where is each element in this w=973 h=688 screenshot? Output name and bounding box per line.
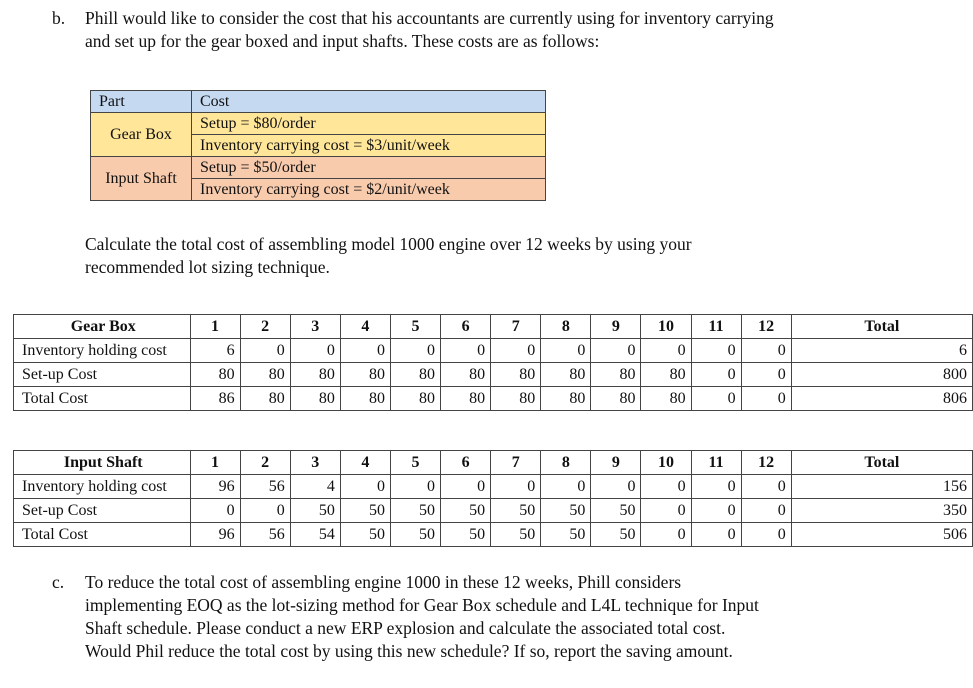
cell: 0	[741, 387, 791, 411]
cell: 80	[641, 387, 691, 411]
cell: 50	[491, 499, 541, 523]
cell: 0	[691, 339, 741, 363]
cell: 80	[541, 363, 591, 387]
cell: 50	[441, 499, 491, 523]
part-c-line: To reduce the total cost of assembling engine 1000 in these 12 weeks, Phill considers	[85, 572, 682, 592]
cell: 0	[741, 499, 791, 523]
cell: 0	[741, 339, 791, 363]
part-c-line: implementing EOQ as the lot-sizing method for Gear Box schedule and L4L technique for Input	[85, 595, 759, 615]
cell: 0	[441, 475, 491, 499]
week-header: 8	[541, 451, 591, 475]
cost-table	[90, 90, 546, 201]
gear-box-carrying: Inventory carrying cost = $3/unit/week	[192, 135, 546, 157]
cell: 80	[240, 387, 290, 411]
input-shaft-setup-row	[91, 157, 546, 179]
cell: 0	[240, 339, 290, 363]
part-c-text	[85, 571, 759, 663]
cost-header: Cost	[192, 91, 546, 113]
cell: 0	[491, 475, 541, 499]
week-header: 9	[591, 315, 641, 339]
part-b-intro	[85, 7, 774, 53]
row-total: 506	[791, 523, 972, 547]
question-line: recommended lot sizing technique.	[85, 257, 330, 277]
cell: 80	[290, 363, 340, 387]
cell: 80	[390, 387, 440, 411]
cell: 0	[190, 499, 240, 523]
cell: 80	[190, 363, 240, 387]
row-label: Total Cost	[14, 387, 191, 411]
cell: 86	[190, 387, 240, 411]
table-header-row	[14, 315, 973, 339]
part-c-line: Would Phil reduce the total cost by using this new schedule? If so, report the saving amount.	[85, 641, 733, 661]
gear-box-cost-table	[13, 314, 973, 411]
cell: 80	[240, 363, 290, 387]
week-header: 1	[190, 315, 240, 339]
cell: 0	[641, 339, 691, 363]
week-header: 6	[441, 315, 491, 339]
cell: 0	[491, 339, 541, 363]
week-header: 4	[340, 315, 390, 339]
cell: 80	[591, 387, 641, 411]
table-title: Gear Box	[14, 315, 191, 339]
week-header: 6	[441, 451, 491, 475]
input-shaft-cost-table	[13, 450, 973, 547]
cell: 0	[340, 339, 390, 363]
intro-line: and set up for the gear boxed and input shafts. These costs are as follows:	[85, 31, 600, 51]
row-total: 800	[791, 363, 972, 387]
cell: 54	[290, 523, 340, 547]
cell: 0	[641, 523, 691, 547]
gear-box-setup: Setup = $80/order	[192, 113, 546, 135]
cell: 50	[340, 523, 390, 547]
cell: 0	[691, 523, 741, 547]
input-shaft-setup: Setup = $50/order	[192, 157, 546, 179]
table-header-row	[14, 451, 973, 475]
cell: 50	[390, 499, 440, 523]
week-header: 3	[290, 315, 340, 339]
cell: 0	[541, 475, 591, 499]
cell: 80	[491, 387, 541, 411]
cell: 80	[441, 363, 491, 387]
row-total: 6	[791, 339, 972, 363]
week-header: 7	[491, 451, 541, 475]
cell: 0	[691, 499, 741, 523]
input-shaft-part: Input Shaft	[91, 157, 192, 201]
week-header: 4	[340, 451, 390, 475]
row-total: 350	[791, 499, 972, 523]
cell: 0	[691, 387, 741, 411]
cell: 80	[641, 363, 691, 387]
cell: 50	[340, 499, 390, 523]
week-header: 5	[390, 451, 440, 475]
row-label: Set-up Cost	[14, 499, 191, 523]
week-header: 9	[591, 451, 641, 475]
cell: 50	[290, 499, 340, 523]
cell: 50	[541, 523, 591, 547]
cost-table-header	[91, 91, 546, 113]
row-total: 806	[791, 387, 972, 411]
cell: 80	[340, 363, 390, 387]
table-row	[14, 475, 973, 499]
table-row	[14, 523, 973, 547]
cell: 0	[290, 339, 340, 363]
cell: 50	[491, 523, 541, 547]
week-header: 10	[641, 451, 691, 475]
gear-box-setup-row	[91, 113, 546, 135]
cell: 50	[541, 499, 591, 523]
cell: 0	[741, 523, 791, 547]
cell: 0	[240, 499, 290, 523]
week-header: 11	[691, 451, 741, 475]
cell: 80	[441, 387, 491, 411]
intro-line: Phill would like to consider the cost that his accountants are currently using for inventory carrying	[85, 8, 774, 28]
cell: 0	[441, 339, 491, 363]
cell: 50	[390, 523, 440, 547]
cell: 0	[390, 339, 440, 363]
total-header: Total	[791, 451, 972, 475]
cell: 0	[691, 475, 741, 499]
cell: 0	[340, 475, 390, 499]
cell: 0	[541, 339, 591, 363]
week-header: 11	[691, 315, 741, 339]
cell: 56	[240, 523, 290, 547]
week-header: 8	[541, 315, 591, 339]
cell: 96	[190, 475, 240, 499]
part-b-marker: b.	[52, 8, 66, 28]
week-header: 12	[741, 451, 791, 475]
row-label: Total Cost	[14, 523, 191, 547]
total-header: Total	[791, 315, 972, 339]
cell: 0	[390, 475, 440, 499]
table-title: Input Shaft	[14, 451, 191, 475]
cell: 0	[591, 475, 641, 499]
cell: 4	[290, 475, 340, 499]
table-row	[14, 387, 973, 411]
cell: 80	[290, 387, 340, 411]
cell: 0	[741, 475, 791, 499]
week-header: 2	[240, 451, 290, 475]
week-header: 12	[741, 315, 791, 339]
cell: 80	[491, 363, 541, 387]
cell: 0	[741, 363, 791, 387]
cell: 80	[591, 363, 641, 387]
part-c-line: Shaft schedule. Please conduct a new ERP explosion and calculate the associated total cost.	[85, 618, 726, 638]
cell: 50	[591, 499, 641, 523]
cell: 0	[691, 363, 741, 387]
week-header: 10	[641, 315, 691, 339]
table-row	[14, 499, 973, 523]
cell: 96	[190, 523, 240, 547]
question-line: Calculate the total cost of assembling model 1000 engine over 12 weeks by using your	[85, 234, 692, 254]
week-header: 1	[190, 451, 240, 475]
week-header: 3	[290, 451, 340, 475]
cell: 0	[641, 475, 691, 499]
row-total: 156	[791, 475, 972, 499]
cell: 80	[340, 387, 390, 411]
cell: 6	[190, 339, 240, 363]
part-header: Part	[91, 91, 192, 113]
row-label: Inventory holding cost	[14, 475, 191, 499]
gear-box-part: Gear Box	[91, 113, 192, 157]
cell: 50	[591, 523, 641, 547]
cell: 80	[541, 387, 591, 411]
cell: 0	[591, 339, 641, 363]
input-shaft-carrying: Inventory carrying cost = $2/unit/week	[192, 179, 546, 201]
row-label: Set-up Cost	[14, 363, 191, 387]
table-row	[14, 339, 973, 363]
cell: 80	[390, 363, 440, 387]
week-header: 7	[491, 315, 541, 339]
cell: 50	[441, 523, 491, 547]
row-label: Inventory holding cost	[14, 339, 191, 363]
part-b-question	[85, 233, 692, 279]
week-header: 2	[240, 315, 290, 339]
cell: 56	[240, 475, 290, 499]
cell: 0	[641, 499, 691, 523]
table-row	[14, 363, 973, 387]
part-c-marker: c.	[52, 572, 65, 592]
week-header: 5	[390, 315, 440, 339]
